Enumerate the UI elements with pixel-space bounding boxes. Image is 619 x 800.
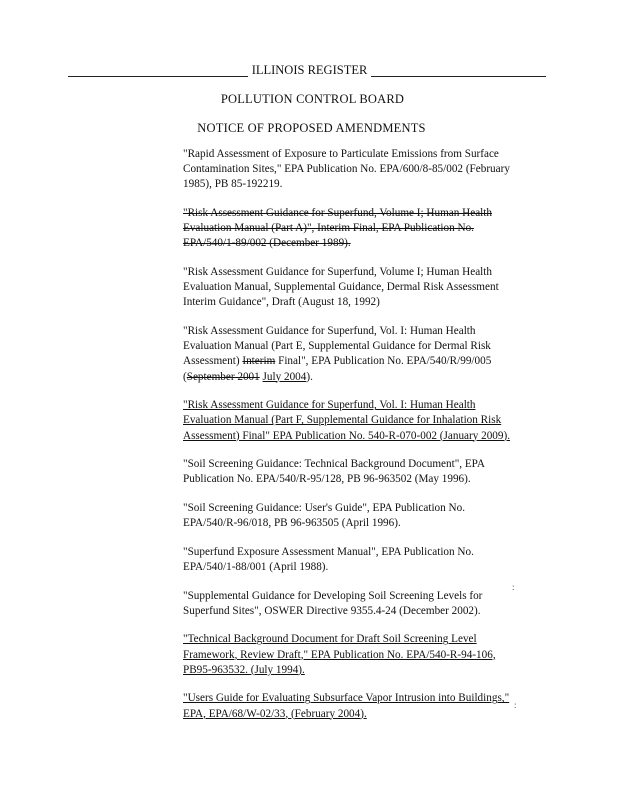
reference-line <box>183 339 543 354</box>
inserted-text: "Users Guide for Evaluating Subsurface Vapor Intrusion into Buildings," <box>183 692 510 705</box>
register-heading: ILLINOIS REGISTER <box>248 63 372 77</box>
reference-line <box>183 648 543 663</box>
reference-line <box>183 589 543 604</box>
deleted-text: Interim <box>242 355 276 368</box>
reference-line <box>183 429 543 444</box>
reference-line <box>183 516 543 531</box>
reference-line <box>183 545 543 560</box>
reference-line <box>183 280 543 295</box>
text-segment: Assessment) <box>183 355 243 368</box>
reference-line <box>183 501 543 516</box>
text-segment: "Soil Screening Guidance: Technical Background Document", EPA <box>183 458 485 471</box>
reference-line <box>183 691 543 706</box>
reference-line <box>183 221 543 236</box>
text-segment: EPA/540/1-88/001 (April 1988). <box>183 561 329 573</box>
deleted-text: EPA/540/1-89/002 (December 1989). <box>183 237 351 250</box>
text-segment: "Risk Assessment Guidance for Superfund, Vol. I: Human Health <box>183 325 476 337</box>
reference-line <box>183 632 543 647</box>
deleted-text: September 2001 <box>186 370 260 383</box>
inserted-text: PB95-963532. (July 1994). <box>183 663 305 676</box>
deleted-text: "Risk Assessment Guidance for Superfund, Volume I; Human Health <box>183 207 492 219</box>
reference-entry <box>183 457 543 487</box>
scan-mark: : <box>512 582 515 592</box>
reference-entry <box>183 324 543 385</box>
reference-entry <box>183 632 543 678</box>
inserted-text: Assessment) Final" EPA Publication No. 540-R-070-002 (January 2009). <box>183 429 511 442</box>
reference-line <box>183 295 543 310</box>
inserted-text: Framework, Review Draft," EPA Publication No. EPA/540-R-94-106, <box>183 648 496 661</box>
reference-line <box>183 265 543 280</box>
text-segment: "Supplemental Guidance for Developing Soil Screening Levels for <box>183 589 483 602</box>
reference-entry <box>183 589 543 619</box>
text-segment: Evaluation Manual (Part E, Supplemental Guidance for Dermal Risk <box>183 340 491 353</box>
inserted-text: "Technical Background Document for Draft Soil Screening Level <box>183 633 477 646</box>
inserted-text: Evaluation Manual (Part F, Supplemental Guidance for Inhalation Risk <box>183 414 502 427</box>
text-segment: 1985), PB 85-192219. <box>183 178 283 191</box>
reference-line <box>183 324 543 339</box>
reference-line <box>183 147 543 162</box>
reference-entry <box>183 545 543 575</box>
reference-line <box>183 663 543 678</box>
reference-line <box>183 162 543 177</box>
text-segment: "Risk Assessment Guidance for Superfund, Volume I; Human Health <box>183 266 492 278</box>
reference-entry <box>183 147 543 193</box>
reference-entry <box>183 265 543 311</box>
reference-line <box>183 472 543 487</box>
reference-list <box>183 147 543 735</box>
text-segment: Final", EPA Publication No. EPA/540/R/99/005 <box>275 355 492 368</box>
scan-mark: : <box>514 700 517 710</box>
text-segment: "Superfund Exposure Assessment Manual", EPA Publication No. <box>183 545 474 558</box>
register-heading-wrap <box>0 61 619 79</box>
reference-line <box>183 398 543 413</box>
reference-entry <box>183 691 543 721</box>
text-segment: "Rapid Assessment of Exposure to Particulate Emissions from Surface <box>183 148 499 160</box>
reference-line <box>183 413 543 428</box>
text-segment: Publication No. EPA/540/R-95/128, PB 96-963502 (May 1996). <box>183 473 471 486</box>
reference-entry <box>183 206 543 252</box>
reference-line <box>183 560 543 575</box>
text-segment: "Soil Screening Guidance: User's Guide", EPA Publication No. <box>183 502 466 514</box>
reference-line <box>183 707 543 722</box>
text-segment: Interim Guidance", Draft (August 18, 1992) <box>183 296 380 309</box>
reference-line <box>183 604 543 619</box>
inserted-text: "Risk Assessment Guidance for Superfund, Vol. I: Human Health <box>183 399 476 412</box>
reference-line <box>183 177 543 192</box>
deleted-text: Evaluation Manual (Part A)", Interim Final, EPA Publication No. <box>183 222 474 235</box>
text-segment: ). <box>306 370 313 383</box>
inserted-text: EPA, EPA/68/W-02/33, (February 2004). <box>183 707 367 720</box>
reference-line <box>183 236 543 251</box>
text-segment: Superfund Sites", OSWER Directive 9355.4-24 (December 2002). <box>183 604 481 617</box>
text-segment: Contamination Sites," EPA Publication No. EPA/600/8-85/002 (February <box>183 163 510 176</box>
reference-line <box>183 370 543 385</box>
reference-entry <box>183 501 543 531</box>
inserted-text: July 2004 <box>262 370 307 383</box>
agency-heading: POLLUTION CONTROL BOARD <box>220 92 405 106</box>
text-segment: EPA/540/R-96/018, PB 96-963505 (April 1996). <box>183 517 401 530</box>
text-segment: ( <box>183 370 187 383</box>
notice-heading: NOTICE OF PROPOSED AMENDMENTS <box>197 121 426 135</box>
reference-line <box>183 457 543 472</box>
reference-entry <box>183 398 543 444</box>
reference-line <box>183 354 543 369</box>
text-segment: Evaluation Manual, Supplemental Guidance, Dermal Risk Assessment <box>183 281 499 294</box>
reference-line <box>183 206 543 221</box>
